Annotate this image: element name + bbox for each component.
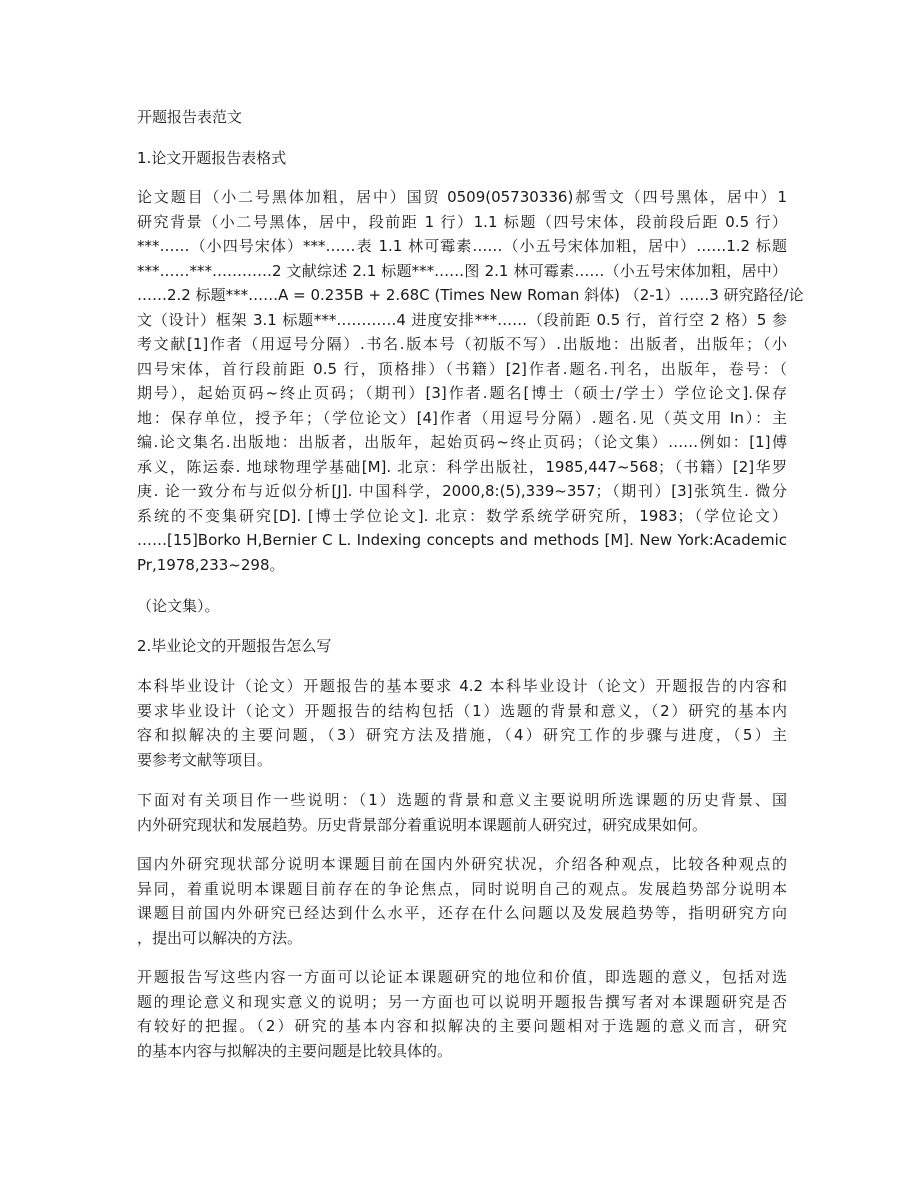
text-line: 编.论文集名.出版地：出版者，出版年，起始页码~终止页码；（论文集）……例如：[1]傅 — [137, 433, 787, 451]
text-line: 论文题目（小二号黑体加粗，居中）国贸 0509(05730336)郝雪文（四号黑体，居中）1 — [137, 188, 787, 206]
text-line: ，提出可以解决的方法。 — [137, 928, 303, 947]
paragraph-format — [137, 185, 804, 577]
text-line: 内外研究现状和发展趋势。历史背景部分着重说明本课题前人研究过，研究成果如何。 — [137, 815, 708, 834]
text-line: 下面对有关项目作一些说明：（1）选题的背景和意义主要说明所选课题的历史背景、国 — [137, 791, 787, 809]
text-line: 地：保存单位，授予年；（学位论文）[4]作者（用逗号分隔）.题名.见（英文用 In）：主 — [137, 408, 787, 427]
text-line: 本科毕业设计（论文）开题报告的基本要求 4.2 本科毕业设计（论文）开题报告的内容和 — [137, 677, 787, 695]
text-line: 要求毕业设计（论文）开题报告的结构包括（1）选题的背景和意义，（2）研究的基本内 — [137, 701, 787, 720]
text-line: Pr,1978,233~298。 — [137, 555, 285, 574]
text-line: 题的理论意义和现实意义的说明；另一方面也可以说明开题报告撰写者对本课题研究是否 — [137, 992, 787, 1011]
paragraph-tail: （论文集）。 — [137, 597, 220, 615]
text-line: ***……***…………2 文献综述 2.1 标题***……图 2.1 林可霉素……（小五号宋体加粗，居中） — [137, 261, 787, 280]
document-title: 开题报告表范文 — [137, 108, 243, 126]
paragraph-requirements — [137, 674, 787, 772]
section-1-heading: 1.论文开题报告表格式 — [137, 149, 287, 167]
text-line: 有较好的把握。（2）研究的基本内容和拟解决的主要问题相对于选题的意义而言，研究 — [137, 1017, 787, 1035]
text-line: 开题报告写这些内容一方面可以论证本课题研究的地位和价值，即选题的意义，包括对选 — [137, 968, 787, 986]
text-line: 课题目前国内外研究已经达到什么水平，还存在什么问题以及发展趋势等，指明研究方向 — [137, 904, 787, 922]
paragraph-research-status — [137, 852, 787, 950]
text-line: 庚. 论一致分布与近似分析[J]. 中国科学，2000,8:(5),339~357；（期刊）[3]张筑生. 微分 — [137, 482, 787, 500]
paragraph-explanation — [137, 788, 787, 837]
text-line: ……[15]Borko H,Bernier C L. Indexing concepts and methods [M]. New York:Academic — [137, 531, 787, 549]
text-line: 考文献[1]作者（用逗号分隔）.书名.版本号（初版不写）.出版地：出版者，出版年；（小 — [137, 335, 787, 353]
text-line: 国内外研究现状部分说明本课题目前在国内外研究状况，介绍各种观点，比较各种观点的 — [137, 855, 787, 873]
text-line: 的基本内容与拟解决的主要问题是比较具体的。 — [137, 1041, 453, 1060]
text-line: 研究背景（小二号黑体，居中，段前距 1 行）1.1 标题（四号宋体，段前段后距 0.5 行） — [137, 212, 787, 231]
text-line: 承义，陈运泰. 地球物理学基础[M]. 北京：科学出版社，1985,447~568；（书籍）[2]华罗 — [137, 457, 787, 476]
text-line: 异同，着重说明本课题目前存在的争论焦点，同时说明自己的观点。发展趋势部分说明本 — [137, 879, 787, 898]
text-line: 系统的不变集研究[D]. [博士学位论文]. 北京：数学系统学研究所，1983；（学位论文） — [137, 506, 787, 525]
text-line: 容和拟解决的主要问题，（3）研究方法及措施，（4）研究工作的步骤与进度，（5）主 — [137, 726, 787, 744]
text-line: 期号），起始页码~终止页码；（期刊）[3]作者.题名[博士（硕士/学士）学位论文].保存 — [137, 384, 787, 402]
paragraph-significance — [137, 965, 787, 1063]
text-line: 四号宋体，首行段前距 0.5 行，顶格排）（书籍）[2]作者.题名.刊名，出版年，卷号：（ — [137, 359, 787, 378]
text-line: 要参考文献等项目。 — [137, 750, 273, 769]
text-line: ***……（小四号宋体）***……表 1.1 林可霉素……（小五号宋体加粗，居中）……1.2 标题 — [137, 237, 787, 255]
section-2-heading: 2.毕业论文的开题报告怎么写 — [137, 637, 332, 655]
text-line: ……2.2 标题***……A = 0.235B + 2.68C (Times New Roman 斜体) （2-1）……3 研究路径/论 — [137, 286, 804, 304]
text-line: 文（设计）框架 3.1 标题***…………4 进度安排***……（段前距 0.5 行，首行空 2 格）5 参 — [137, 310, 787, 329]
